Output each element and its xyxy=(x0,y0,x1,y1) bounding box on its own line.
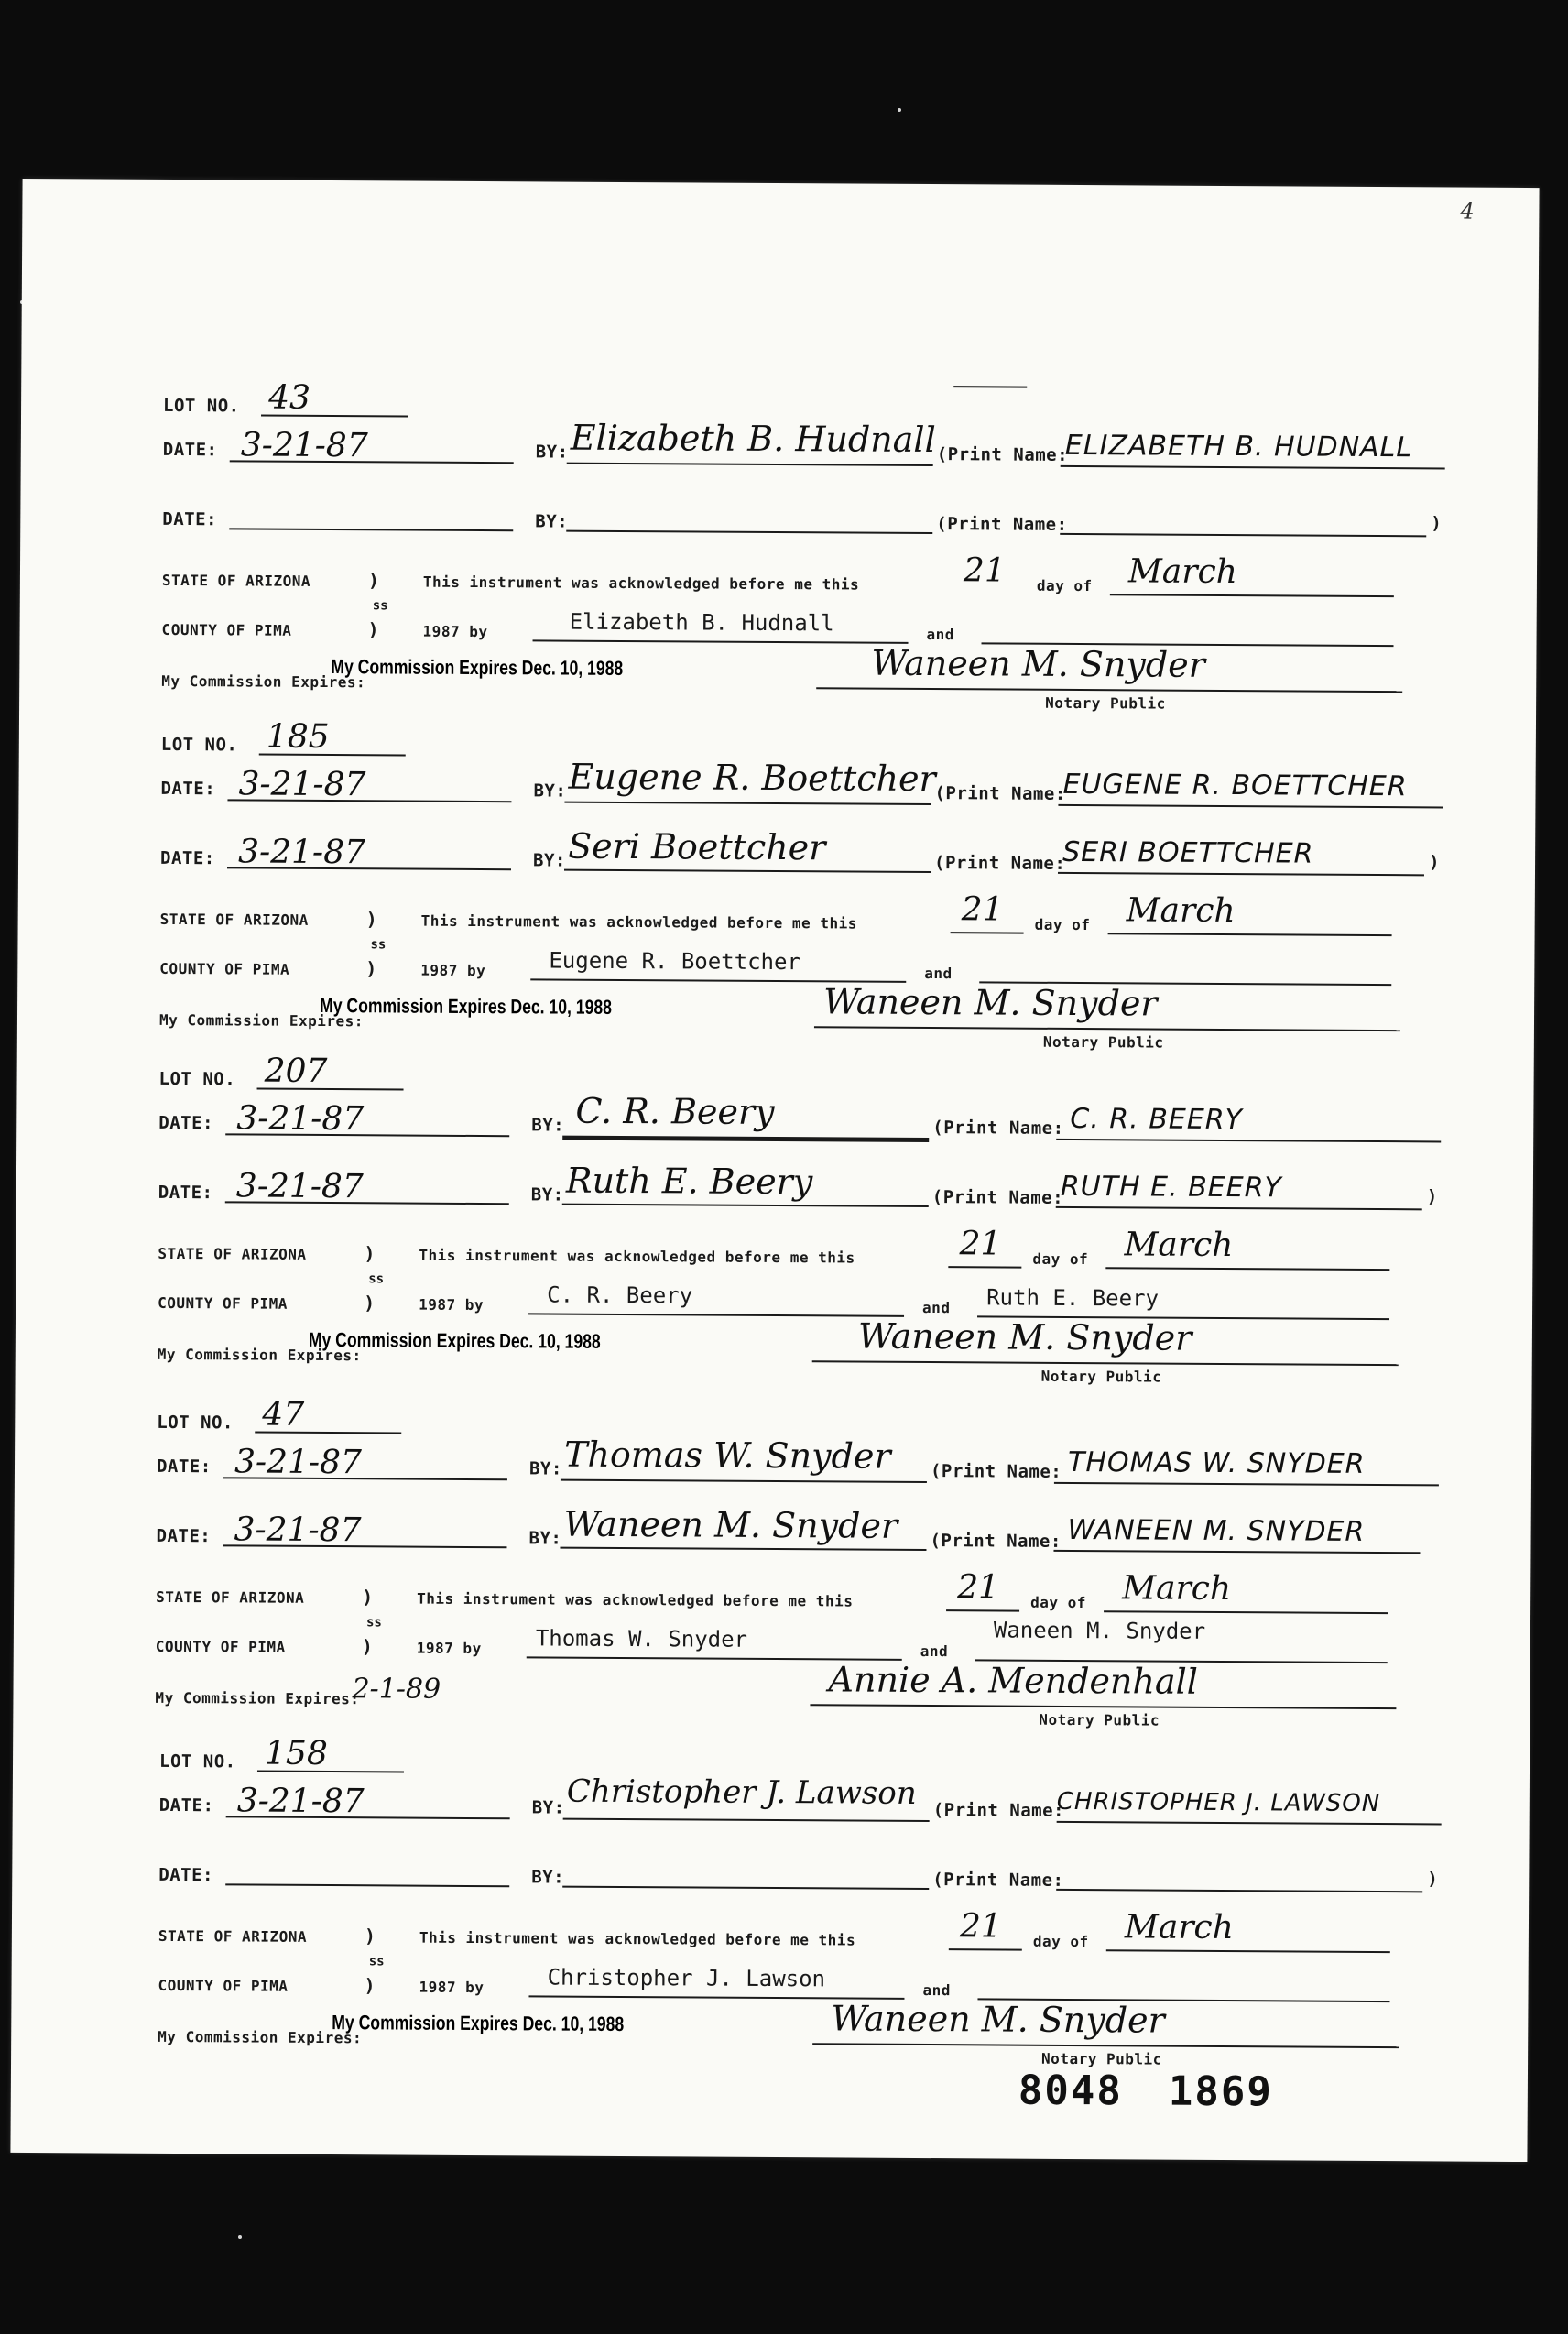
bracket: ) xyxy=(361,1635,373,1658)
and-label: and xyxy=(922,1298,951,1317)
print-name-value: THOMAS W. SNYDER xyxy=(1067,1445,1366,1480)
print-name-line xyxy=(1056,1889,1422,1892)
by-label: BY: xyxy=(530,1184,564,1205)
print-name-line xyxy=(1058,872,1424,876)
by-label: BY: xyxy=(533,780,567,802)
notary-signature: Waneen M. Snyder xyxy=(831,1998,1165,2041)
lot-label: LOT NO. xyxy=(158,1750,236,1772)
print-name-line xyxy=(1056,1206,1422,1210)
ack-day-line xyxy=(951,932,1024,933)
by-line xyxy=(566,530,932,534)
bracket: ) xyxy=(365,957,377,980)
date-label: DATE: xyxy=(158,1864,214,1886)
notary-public-label: Notary Public xyxy=(1042,1032,1164,1052)
lot-label: LOT NO. xyxy=(158,1068,236,1090)
by-line xyxy=(560,1547,926,1551)
by-label: BY: xyxy=(532,850,566,871)
ack-month-line xyxy=(1104,1610,1388,1614)
commission-label: My Commission Expires: xyxy=(158,1010,364,1031)
state-label: STATE OF ARIZONA xyxy=(159,910,309,929)
notary-line xyxy=(810,1704,1396,1709)
ack-day-line xyxy=(953,386,1027,387)
print-name-label: (Print Name: xyxy=(932,1870,1064,1891)
date-label: DATE: xyxy=(162,508,218,530)
state-label: STATE OF ARIZONA xyxy=(156,1587,305,1607)
by-line xyxy=(564,802,931,805)
print-name-value: CHRISTOPHER J. LAWSON xyxy=(1056,1787,1381,1818)
lot-number: 43 xyxy=(268,378,311,417)
notary-signature: Waneen M. Snyder xyxy=(822,981,1158,1024)
date-value: 3-21-87 xyxy=(234,1443,363,1482)
print-name-value: C. R. BEERY xyxy=(1070,1102,1244,1137)
notary-line xyxy=(816,687,1402,693)
lot-entry xyxy=(13,1397,1531,1754)
date-value: 3-21-87 xyxy=(236,1099,365,1139)
ack-day: 21 xyxy=(961,890,1004,929)
date-label: DATE: xyxy=(160,847,215,869)
person1-line xyxy=(533,639,909,644)
person1-line xyxy=(528,1313,904,1317)
ack-month-line xyxy=(1110,594,1394,597)
bracket: ) xyxy=(364,1974,376,1997)
scan-speck xyxy=(898,108,901,112)
bracket: ) xyxy=(364,1925,376,1947)
date-label: DATE: xyxy=(156,1525,212,1547)
page-number: 1869 xyxy=(1168,2067,1273,2116)
print-name-line xyxy=(1056,1139,1441,1143)
lot-label: LOT NO. xyxy=(157,1412,234,1434)
by-line xyxy=(561,1479,927,1483)
ss-label: ss xyxy=(368,1954,385,1969)
notary-public-label: Notary Public xyxy=(1039,1710,1160,1729)
person1: Eugene R. Boettcher xyxy=(549,947,801,976)
print-name-label: (Print Name: xyxy=(932,1800,1065,1821)
signature: Christopher J. Lawson xyxy=(566,1772,917,1812)
print-name-line xyxy=(1054,1482,1439,1487)
person2: Ruth E. Beery xyxy=(986,1284,1160,1312)
lot-number: 158 xyxy=(264,1734,328,1773)
ack-day: 21 xyxy=(963,551,1006,590)
day-of-label: day of xyxy=(1036,576,1093,595)
date-line xyxy=(229,528,513,531)
lot-entry xyxy=(17,719,1536,1076)
print-name-label: (Print Name: xyxy=(933,853,1066,874)
print-name-label: (Print Name: xyxy=(936,444,1069,465)
ack-text: This instrument was acknowledged before me this xyxy=(419,1928,856,1949)
date-value: 3-21-87 xyxy=(234,1511,362,1550)
lot-entry xyxy=(19,380,1538,737)
lot-label: LOT NO. xyxy=(163,395,240,417)
person1: Thomas W. Snyder xyxy=(535,1625,748,1652)
commission-label: My Commission Expires: xyxy=(158,2027,363,2047)
signature: Eugene R. Boettcher xyxy=(568,756,936,800)
lot-number: 185 xyxy=(266,717,330,757)
signature: Thomas W. Snyder xyxy=(563,1434,891,1477)
year-by-label: 1987 by xyxy=(420,961,486,980)
ack-month: March xyxy=(1127,552,1238,592)
county-label: COUNTY OF PIMA xyxy=(158,1976,289,1995)
person1: C. R. Beery xyxy=(547,1282,693,1309)
ack-day: 21 xyxy=(959,1907,1002,1946)
commission-value: My Commission Expires Dec. 10, 1988 xyxy=(332,2011,625,2036)
and-label: and xyxy=(920,1641,949,1661)
day-of-label: day of xyxy=(1032,1932,1089,1951)
print-name-line xyxy=(1053,1550,1420,1554)
county-label: COUNTY OF PIMA xyxy=(155,1637,286,1656)
commission-value: My Commission Expires Dec. 10, 1988 xyxy=(308,1327,601,1353)
ack-month-line xyxy=(1108,933,1392,936)
notary-signature: Waneen M. Snyder xyxy=(857,1315,1192,1358)
lot-number: 47 xyxy=(262,1395,305,1434)
print-name-line xyxy=(1057,1821,1442,1826)
bracket: ) xyxy=(367,618,379,641)
document-page xyxy=(10,179,1539,2162)
ack-text: This instrument was acknowledged before me this xyxy=(417,1589,854,1610)
by-line xyxy=(564,869,931,873)
ack-month: March xyxy=(1126,891,1236,931)
signature: Elizabeth B. Hudnall xyxy=(570,417,936,461)
print-name-line xyxy=(1061,465,1445,470)
notary-signature: Annie A. Mendenhall xyxy=(828,1659,1199,1702)
print-name-value: WANEEN M. SNYDER xyxy=(1067,1513,1366,1548)
book-number: 8048 xyxy=(1018,2067,1123,2115)
ack-month: March xyxy=(1124,1908,1234,1947)
ack-month: March xyxy=(1124,1226,1234,1265)
print-name-label: (Print Name: xyxy=(930,1531,1062,1552)
print-name-label: (Print Name: xyxy=(936,514,1068,535)
date-label: DATE: xyxy=(158,1112,214,1134)
lot-label: LOT NO. xyxy=(160,734,238,756)
ss-label: ss xyxy=(370,937,387,953)
commission-value: My Commission Expires Dec. 10, 1988 xyxy=(331,655,624,680)
ack-day-line xyxy=(948,1266,1021,1268)
print-name-value: SERI BOETTCHER xyxy=(1062,835,1314,870)
close-paren: ) xyxy=(1427,1869,1439,1890)
ack-day: 21 xyxy=(957,1568,1000,1607)
state-label: STATE OF ARIZONA xyxy=(158,1926,308,1946)
and-label: and xyxy=(924,964,953,983)
date-value: 3-21-87 xyxy=(240,426,368,465)
ack-day-line xyxy=(946,1609,1019,1611)
lot-entry xyxy=(11,1736,1530,2093)
person1: Elizabeth B. Hudnall xyxy=(569,608,834,637)
by-label: BY: xyxy=(535,511,569,532)
year-by-label: 1987 by xyxy=(416,1639,482,1658)
commission-label: My Commission Expires: xyxy=(157,1345,362,1365)
date-label: DATE: xyxy=(158,1182,213,1204)
print-name-value: RUTH E. BEERY xyxy=(1060,1170,1282,1205)
date-value: 3-21-87 xyxy=(238,765,366,804)
by-label: BY: xyxy=(528,1458,562,1479)
county-label: COUNTY OF PIMA xyxy=(159,959,290,978)
page-mark: 4 xyxy=(1460,198,1475,224)
notary-public-label: Notary Public xyxy=(1040,1367,1162,1386)
commission-label: My Commission Expires: xyxy=(155,1688,360,1708)
print-name-value: ELIZABETH B. HUDNALL xyxy=(1064,429,1413,464)
date-value: 3-21-87 xyxy=(236,1782,365,1821)
print-name-line xyxy=(1058,804,1443,809)
notary-public-label: Notary Public xyxy=(1045,693,1166,713)
day-of-label: day of xyxy=(1030,1593,1086,1612)
ss-label: ss xyxy=(372,598,388,614)
bracket: ) xyxy=(367,569,380,592)
close-paren: ) xyxy=(1426,1186,1438,1207)
by-line xyxy=(562,1886,929,1890)
notary-public-label: Notary Public xyxy=(1041,2049,1162,2068)
print-name-line xyxy=(1060,533,1426,537)
ack-text: This instrument was acknowledged before me this xyxy=(420,911,857,933)
print-name-label: (Print Name: xyxy=(931,1187,1064,1208)
ack-day-line xyxy=(949,1948,1022,1950)
notary-signature: Waneen M. Snyder xyxy=(871,642,1205,685)
date-label: DATE: xyxy=(160,778,216,800)
by-line xyxy=(562,1204,929,1207)
ss-label: ss xyxy=(368,1271,385,1287)
lot-number: 207 xyxy=(264,1052,328,1091)
day-of-label: day of xyxy=(1032,1249,1089,1269)
date-label: DATE: xyxy=(158,1794,214,1816)
state-label: STATE OF ARIZONA xyxy=(161,571,311,590)
commission-label: My Commission Expires: xyxy=(161,671,366,692)
date-label: DATE: xyxy=(156,1456,212,1478)
and-label: and xyxy=(922,1981,951,2000)
ack-text: This instrument was acknowledged before me this xyxy=(422,573,860,594)
document-number xyxy=(1018,2067,1273,2116)
bracket: ) xyxy=(364,1242,376,1265)
bracket: ) xyxy=(365,908,377,931)
notary-line xyxy=(812,1360,1399,1366)
print-name-label: (Print Name: xyxy=(934,783,1066,804)
by-label: BY: xyxy=(531,1867,565,1888)
signature: C. R. Beery xyxy=(575,1090,775,1132)
bracket: ) xyxy=(364,1292,376,1314)
and-label: and xyxy=(926,626,955,644)
commission-value: 2-1-89 xyxy=(352,1673,441,1706)
print-name-label: (Print Name: xyxy=(932,1118,1064,1139)
bracket: ) xyxy=(362,1586,374,1609)
date-label: DATE: xyxy=(162,439,218,461)
ack-month-line xyxy=(1105,1267,1389,1271)
by-label: BY: xyxy=(535,442,569,463)
ss-label: ss xyxy=(365,1615,382,1631)
ack-month: March xyxy=(1122,1569,1232,1609)
ack-text: This instrument was acknowledged before me this xyxy=(419,1246,855,1267)
day-of-label: day of xyxy=(1034,915,1091,934)
county-label: COUNTY OF PIMA xyxy=(158,1293,289,1313)
signature: Ruth E. Beery xyxy=(565,1160,813,1203)
year-by-label: 1987 by xyxy=(422,622,488,641)
scan-speck xyxy=(238,2235,242,2239)
year-by-label: 1987 by xyxy=(419,1978,485,1997)
by-line xyxy=(562,1136,929,1142)
close-paren: ) xyxy=(1428,852,1441,873)
person2: Waneen M. Snyder xyxy=(993,1617,1206,1644)
print-name-label: (Print Name: xyxy=(930,1461,1062,1482)
notary-line xyxy=(814,1026,1400,1031)
close-paren: ) xyxy=(1431,513,1443,534)
signature: Seri Boettcher xyxy=(568,825,826,868)
county-label: COUNTY OF PIMA xyxy=(161,620,292,639)
by-line xyxy=(567,463,933,466)
by-label: BY: xyxy=(531,1115,565,1136)
by-line xyxy=(563,1818,930,1822)
by-label: BY: xyxy=(531,1797,565,1818)
ack-month-line xyxy=(1106,1949,1390,1953)
ack-day: 21 xyxy=(959,1225,1002,1263)
by-label: BY: xyxy=(528,1528,562,1549)
year-by-label: 1987 by xyxy=(419,1295,485,1314)
lot-entry xyxy=(15,1053,1533,1411)
commission-value: My Commission Expires Dec. 10, 1988 xyxy=(320,993,613,1019)
state-label: STATE OF ARIZONA xyxy=(158,1244,307,1263)
person1: Christopher J. Lawson xyxy=(547,1964,826,1992)
date-line xyxy=(225,1883,509,1887)
date-value: 3-21-87 xyxy=(237,833,366,872)
signature: Waneen M. Snyder xyxy=(563,1503,898,1546)
notary-line xyxy=(812,2043,1399,2048)
date-value: 3-21-87 xyxy=(235,1167,364,1206)
print-name-value: EUGENE R. BOETTCHER xyxy=(1062,768,1408,803)
